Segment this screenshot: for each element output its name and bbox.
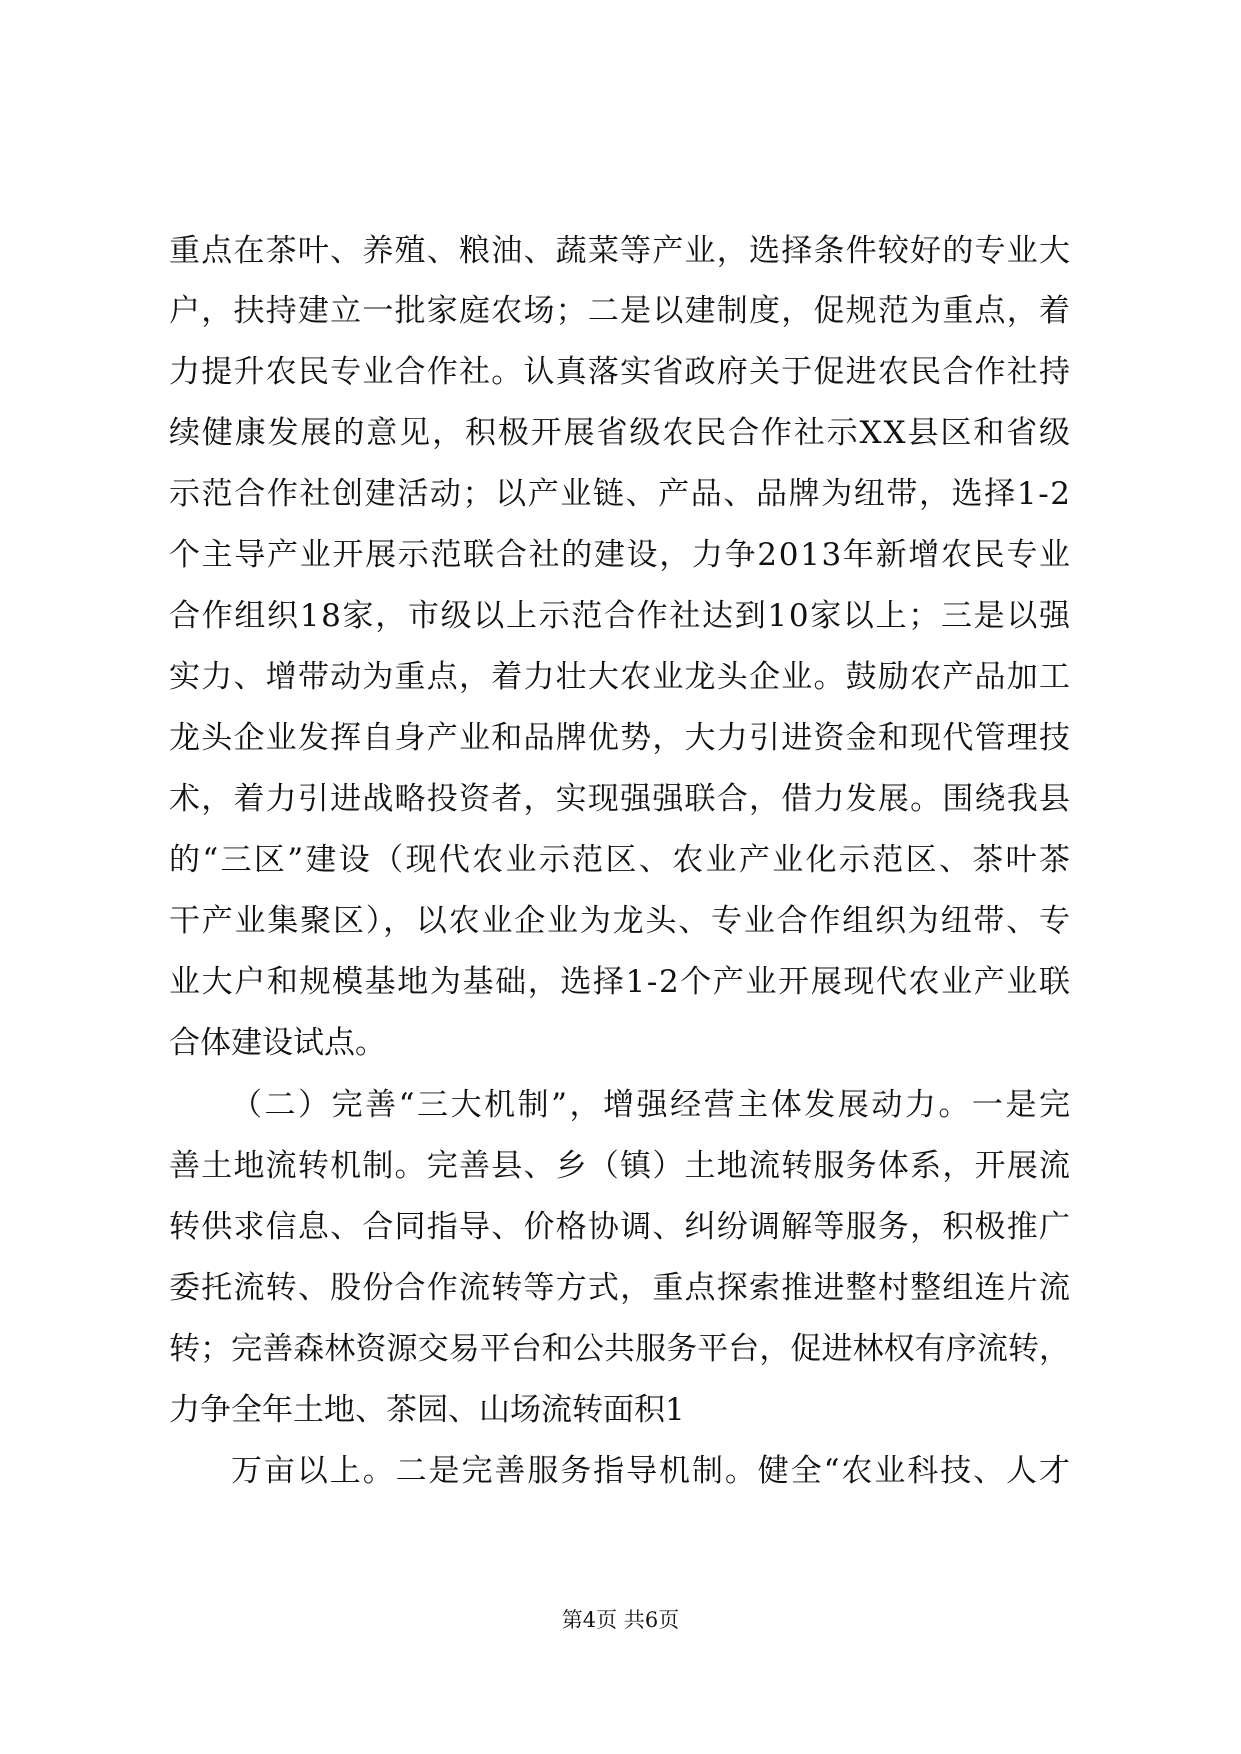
body-line: 的“三区”建设（现代农业示范区、农业产业化示范区、茶叶茶 (169, 842, 1073, 878)
body-line: （二）完善“三大机制”，增强经营主体发展动力。一是完 (231, 1087, 1073, 1123)
body-line: 力争全年土地、茶园、山场流转面积1 (169, 1392, 685, 1428)
body-line: 实力、增带动为重点，着力壮大农业龙头企业。鼓励农产品加工 (169, 659, 1072, 695)
body-line: 龙头企业发挥自身产业和品牌优势，大力引进资金和现代管理技 (169, 720, 1072, 756)
body-line: 合体建设试点。 (169, 1025, 386, 1061)
body-line: 户，扶持建立一批家庭农场；二是以建制度，促规范为重点，着 (169, 293, 1072, 329)
body-line: 合作组织18家，市级以上示范合作社达到10家以上；三是以强 (169, 598, 1072, 634)
body-line: 业大户和规模基地为基础，选择1-2个产业开展现代农业产业联 (169, 964, 1072, 1000)
body-line: 续健康发展的意见，积极开展省级农民合作社示XX县区和省级 (169, 415, 1072, 451)
body-line: 干产业集聚区），以农业企业为龙头、专业合作组织为纽带、专 (169, 903, 1072, 939)
body-line: 转供求信息、合同指导、价格协调、纠纷调解等服务，积极推广 (169, 1209, 1072, 1245)
page-footer: 第4页 共6页 (561, 1608, 680, 1632)
body-line: 重点在茶叶、养殖、粮油、蔬菜等产业，选择条件较好的专业大 (169, 233, 1072, 269)
body-line: 示范合作社创建活动；以产业链、产品、品牌为纽带，选择1-2 (169, 476, 1072, 512)
body-line: 委托流转、股份合作流转等方式，重点探索推进整村整组连片流 (169, 1270, 1072, 1306)
body-line: 转；完善森林资源交易平台和公共服务平台，促进林权有序流转， (169, 1331, 1071, 1367)
body-line: 善土地流转机制。完善县、乡（镇）土地流转服务体系，开展流 (169, 1148, 1072, 1184)
body-line: 术，着力引进战略投资者，实现强强联合，借力发展。围绕我县 (169, 781, 1072, 817)
body-line: 个主导产业开展示范联合社的建设，力争2013年新增农民专业 (169, 537, 1072, 573)
body-line: 万亩以上。二是完善服务指导机制。健全“农业科技、人才 (231, 1453, 1072, 1489)
body-line: 力提升农民专业合作社。认真落实省政府关于促进农民合作社持 (169, 354, 1072, 390)
